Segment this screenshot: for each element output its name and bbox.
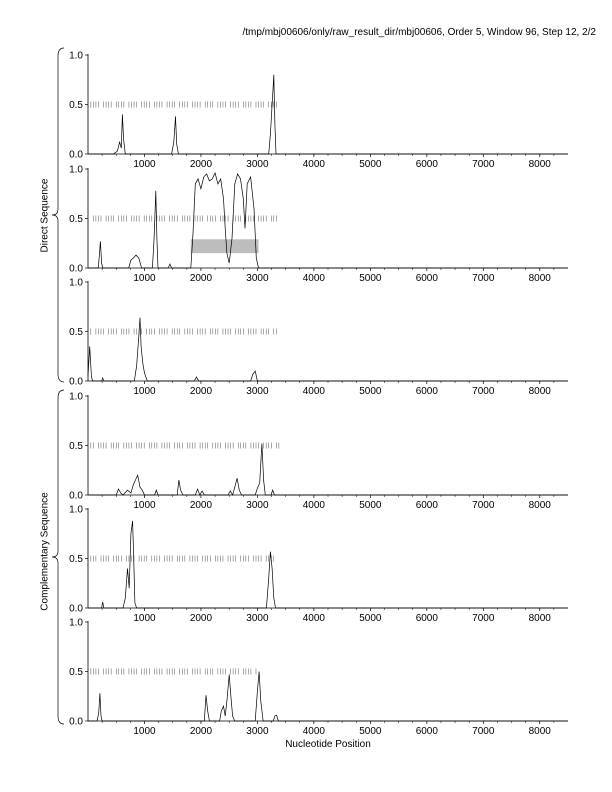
series-line [88,521,568,608]
x-tick-label: 1000 [133,613,156,624]
y-tick-label: 0.5 [69,667,83,678]
x-tick-label: 7000 [472,613,495,624]
highlight-region [191,239,259,253]
y-tick-label: 1.0 [69,504,83,516]
y-tick-label: 0.5 [69,100,83,111]
series-line [88,444,568,496]
x-tick-label: 2000 [189,500,213,511]
y-tick-label: 1.0 [69,277,83,289]
x-tick-label: 1000 [133,386,156,397]
y-tick-label: 0.0 [69,376,83,388]
series-line [88,173,568,268]
x-tick-label: 6000 [415,159,438,170]
y-tick-label: 1.0 [69,391,83,403]
x-tick-label: 3000 [246,500,269,511]
x-tick-label: 6000 [415,726,438,737]
x-tick-label: 4000 [302,386,326,397]
x-tick-label: 3000 [246,386,269,397]
y-tick-label: 0.5 [69,441,83,452]
y-tick-label: 1.0 [69,164,83,176]
x-tick-label: 1000 [133,159,156,170]
x-tick-label: 7000 [472,500,495,511]
x-tick-label: 6000 [415,613,438,624]
x-tick-label: 2000 [189,613,213,624]
complementary-group-brace [52,390,64,724]
x-tick-label: 3000 [246,159,269,170]
y-tick-label: 0.0 [69,716,83,728]
x-tick-label: 5000 [359,273,382,284]
x-tick-label: 8000 [528,613,551,624]
x-tick-label: 1000 [133,273,156,284]
x-tick-label: 4000 [302,273,326,284]
x-tick-label: 3000 [246,613,269,624]
x-tick-label: 5000 [359,159,382,170]
x-tick-label: 7000 [472,273,495,284]
x-tick-label: 8000 [528,726,551,737]
series-line [88,75,568,154]
y-tick-label: 0.5 [69,214,83,225]
x-tick-label: 4000 [302,159,326,170]
x-tick-label: 8000 [528,273,551,284]
series-line [88,672,568,722]
x-tick-label: 6000 [415,500,438,511]
x-tick-label: 2000 [189,273,213,284]
direct-group-brace [52,48,64,382]
x-tick-label: 5000 [359,613,382,624]
x-tick-label: 6000 [415,273,438,284]
series-line [88,318,568,381]
x-tick-label: 2000 [189,159,213,170]
x-tick-label: 5000 [359,386,382,397]
x-tick-label: 5000 [359,500,382,511]
complementary-sequence-label: Complementary Sequence [39,492,51,611]
x-tick-label: 4000 [302,500,326,511]
y-tick-label: 1.0 [69,617,83,629]
x-tick-label: 1000 [133,726,156,737]
x-tick-label: 5000 [359,726,382,737]
y-tick-label: 0.0 [69,263,83,275]
x-tick-label: 1000 [133,500,156,511]
page-title: /tmp/mbj00606/only/raw_result_dir/mbj00606, Order 5, Window 96, Step 12, 2/2 [242,27,596,38]
x-tick-label: 3000 [246,726,269,737]
y-tick-label: 0.0 [69,603,83,615]
x-tick-label: 3000 [246,273,269,284]
y-tick-label: 0.0 [69,149,83,161]
x-tick-label: 4000 [302,726,326,737]
y-tick-label: 0.5 [69,554,83,565]
x-tick-label: 6000 [415,386,438,397]
x-tick-label: 7000 [472,159,495,170]
x-tick-label: 4000 [302,613,326,624]
direct-sequence-label: Direct Sequence [39,178,51,253]
x-axis-label: Nucleotide Position [285,739,371,750]
x-tick-label: 2000 [189,726,213,737]
y-tick-label: 1.0 [69,50,83,62]
x-tick-label: 8000 [528,159,551,170]
x-tick-label: 7000 [472,386,495,397]
x-tick-label: 2000 [189,386,213,397]
x-tick-label: 7000 [472,726,495,737]
y-tick-label: 0.5 [69,327,83,338]
x-tick-label: 8000 [528,386,551,397]
x-tick-label: 8000 [528,500,551,511]
y-tick-label: 0.0 [69,490,83,502]
